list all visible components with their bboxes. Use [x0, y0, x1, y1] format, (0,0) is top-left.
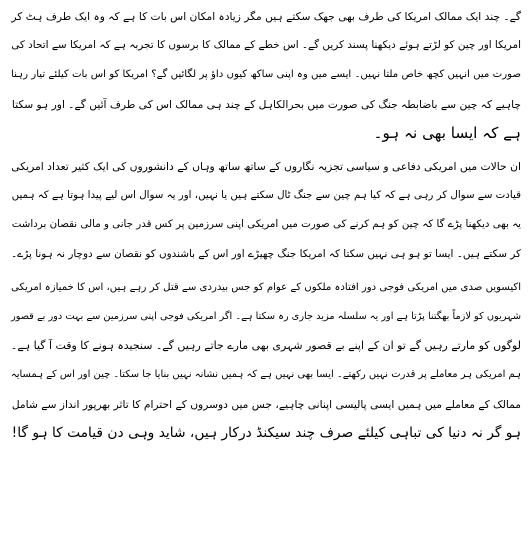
text-line: کر سکتے ہیں۔ ایسا تو ہو ہی نہیں سکتا کہ امریکا جنگ چھیڑے اور اس کے باشندوں کو نقصان سے دوچار نہ ہونا پڑے۔ [11, 247, 521, 260]
text-line: قیادت سے سوال کر رہی ہے کہ کیا ہم چین سے جنگ ٹال سکتے ہیں یا نہیں، اور یہ سوال اس لیے پیدا ہوتا ہے کہ ہمیں [11, 189, 521, 202]
text-line: چاہیے کہ چین سے باضابطہ جنگ کی صورت میں بحرالکاہل کے چند ہی ممالک اس کی طرف آئیں گے۔ اور ہو سکتا [11, 97, 521, 111]
text-line: شہریوں کو لازماً بھگتنا پڑتا ہے اور یہ سلسلہ مزید جاری رہ سکتا ہے۔ اگر امریکی فوجی اپنی سرزمین سے بہت دور بے قصور [10, 311, 521, 323]
paragraph-3 [6, 273, 521, 448]
text-line: امریکا اور چین کو لڑتے ہوئے دیکھنا پسند کریں گے۔ اس خطے کے ممالک کا برسوں کا تجربہ ہے کہ امریکا سے اتحاد کی [11, 39, 521, 52]
text-line: ممالک کے معاملے میں ہمیں ایسی پالیسی اپنانی چاہیے، جس میں دوسروں کے احترام کا تاثر بھرپور انداز سے شامل [11, 397, 521, 411]
text-line: ان حالات میں امریکی دفاعی و سیاسی تجزیہ نگاروں کے ساتھ ساتھ وہاں کے دانشوروں کی ایک کثیر تعداد امریکی [11, 160, 521, 174]
text-line: گے۔ چند ایک ممالک امریکا کی طرف بھی جھک سکتے ہیں مگر زیادہ امکان اس بات کا ہے کہ وہ ایک طرف ہٹ کر [11, 10, 521, 23]
text-line: یہ بھی دیکھنا پڑے گا کہ چین کو ہم کرنے کی صورت میں امریکی اپنی سرزمین پر کس قدر جانی و مالی نقصان برداشت [11, 218, 521, 231]
text-line: ہو گر نہ دنیا کی تباہی کیلئے صرف چند سیکنڈ درکار ہیں، شاید وہی دن قیامت کا ہو گا! [11, 424, 521, 441]
text-line: لوگوں کو مارتے رہیں گے تو ان کے اپنے بے قصور شہری بھی مارے جاتے رہیں گے۔ سنجیدہ ہونے کا وقت آ گیا ہے۔ [10, 339, 521, 353]
paragraph-2 [6, 152, 521, 269]
text-line: ہم امریکی ہر معاملے پر قدرت نہیں رکھتے۔ ایسا بھی نہیں ہے کہ ہمیں نشانہ نہیں بنایا جا سکتا۔ چین اور اس کے ہمسایہ [10, 369, 521, 381]
text-line: اکیسویں صدی میں امریکی فوجی دور افتادہ ملکوں کے عوام کو جس بیدردی سے قتل کر رہے ہیں، اس کا خمیازہ امریکی [10, 281, 521, 293]
paragraph-1 [6, 2, 521, 148]
text-line: ہے کہ ایسا بھی نہ ہو۔ [373, 123, 521, 142]
text-line: صورت میں انہیں کچھ خاص ملتا نہیں۔ ایسے میں وہ اپنی ساکھ کیوں داؤ پر لگائیں گے؟ امریکا کو اس بات کیلئے تیار رہنا [11, 69, 521, 81]
